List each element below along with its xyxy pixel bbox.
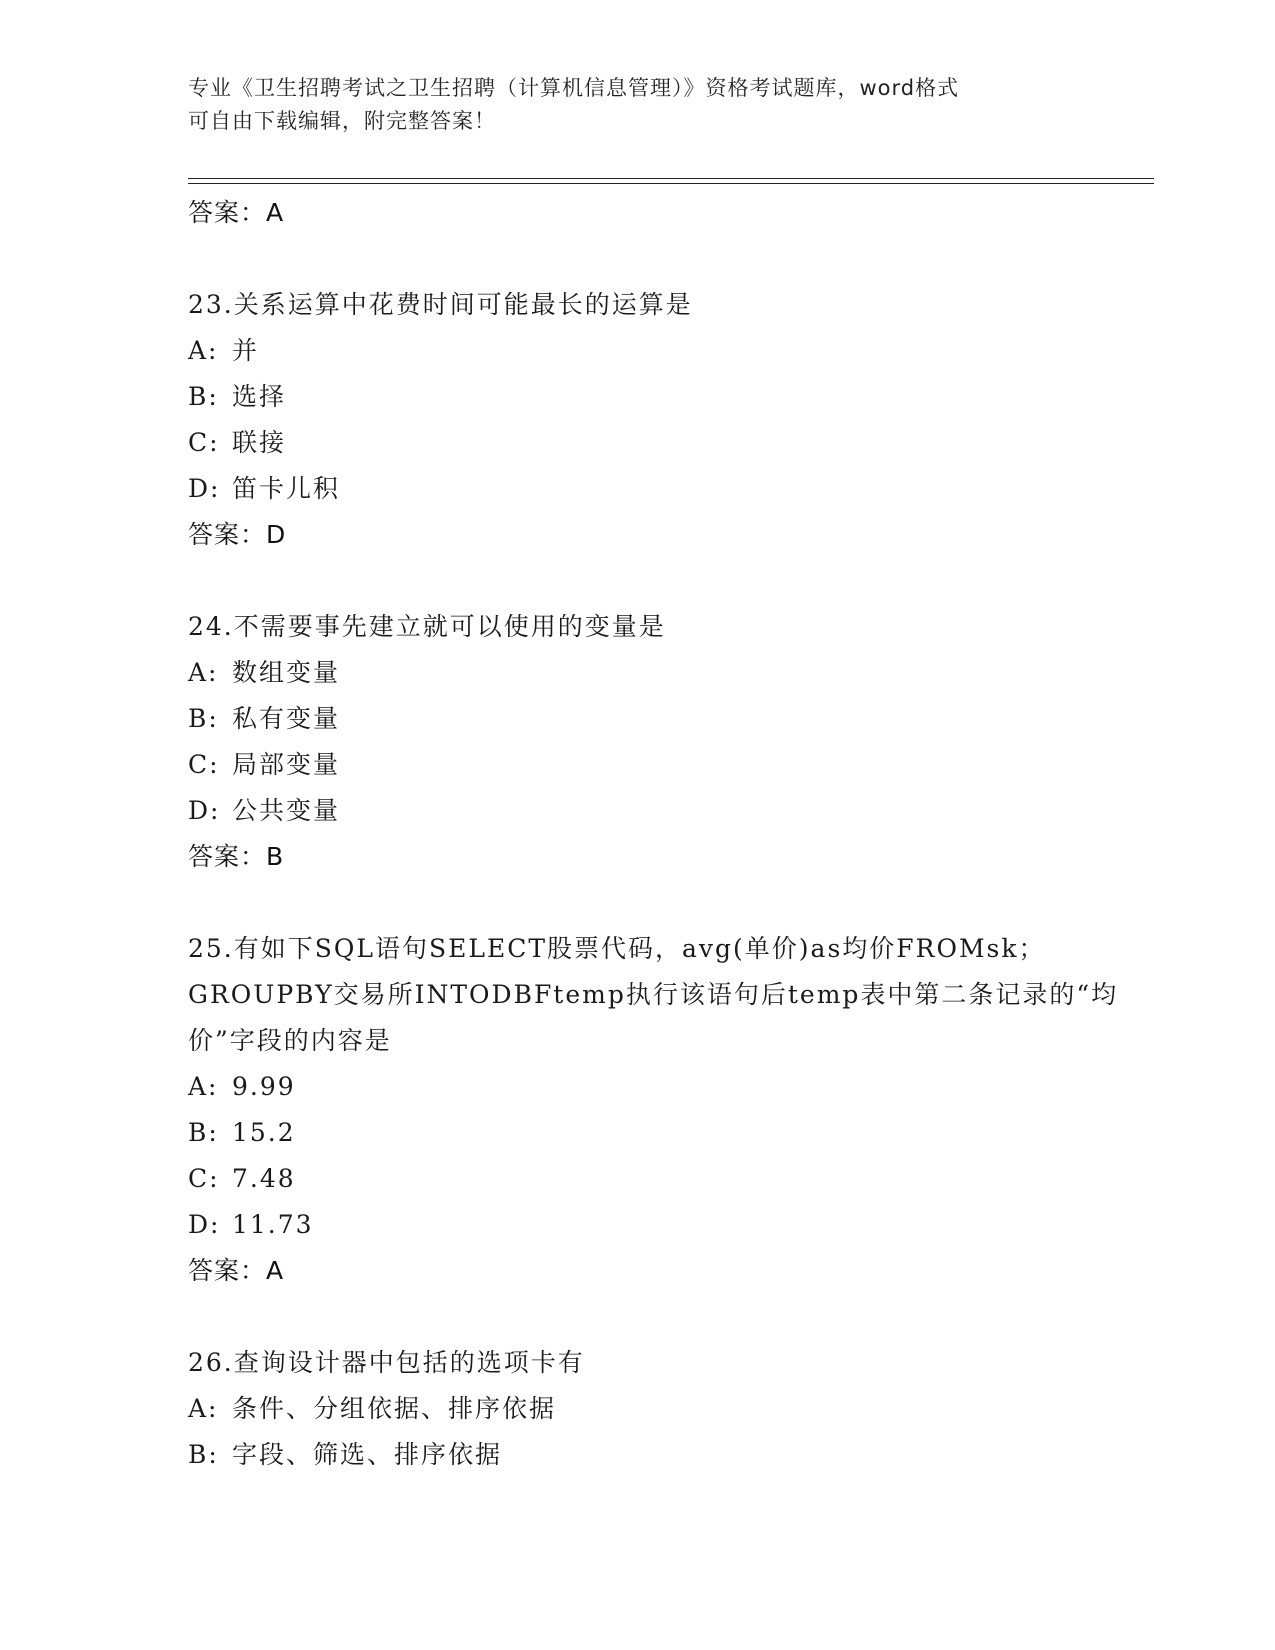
option-label: A: xyxy=(188,1394,219,1423)
option-a xyxy=(188,1064,1148,1110)
header-rule-top xyxy=(188,178,1154,179)
question-text: 26.查询设计器中包括的选项卡有 xyxy=(188,1348,585,1377)
answer-line: 答案：D xyxy=(188,520,287,549)
option-label: D: xyxy=(188,474,221,503)
option-label: B: xyxy=(188,1118,219,1147)
option-text: 条件、分组依据、排序依据 xyxy=(232,1394,557,1423)
header-rule-bottom xyxy=(188,183,1154,184)
option-b xyxy=(188,1432,1148,1478)
question-block xyxy=(188,604,1148,880)
option-a xyxy=(188,328,1148,374)
option-text: 局部变量 xyxy=(232,750,341,779)
option-label: B: xyxy=(188,704,219,733)
option-label: C: xyxy=(188,1164,220,1193)
option-text: 9.99 xyxy=(232,1072,296,1101)
option-c xyxy=(188,1156,1148,1202)
option-text: 私有变量 xyxy=(232,704,341,733)
option-label: D: xyxy=(188,1210,221,1239)
option-text: 选择 xyxy=(232,382,287,411)
option-text: 公共变量 xyxy=(232,796,341,825)
option-text: 7.48 xyxy=(232,1164,296,1193)
option-label: C: xyxy=(188,750,220,779)
question-text: 24.不需要事先建立就可以使用的变量是 xyxy=(188,612,666,641)
header-line-2: 可自由下载编辑，附完整答案！ xyxy=(188,109,496,133)
option-text: 11.73 xyxy=(232,1210,314,1239)
option-text: 15.2 xyxy=(232,1118,296,1147)
answer-line: 答案：B xyxy=(188,842,285,871)
question-text: 23.关系运算中花费时间可能最长的运算是 xyxy=(188,290,693,319)
document-header xyxy=(188,72,1088,138)
option-b xyxy=(188,374,1148,420)
option-d xyxy=(188,466,1148,512)
option-b xyxy=(188,1110,1148,1156)
option-label: A: xyxy=(188,1072,219,1101)
option-a xyxy=(188,650,1148,696)
question-block xyxy=(188,282,1148,558)
option-label: A: xyxy=(188,336,219,365)
option-text: 字段、筛选、排序依据 xyxy=(232,1440,503,1469)
option-label: C: xyxy=(188,428,220,457)
header-line-1: 专业《卫生招聘考试之卫生招聘（计算机信息管理）》资格考试题库，word格式 xyxy=(188,76,960,100)
question-block xyxy=(188,926,1148,1294)
option-label: B: xyxy=(188,382,219,411)
option-a xyxy=(188,1386,1148,1432)
option-d xyxy=(188,1202,1148,1248)
option-text: 并 xyxy=(232,336,260,365)
option-label: D: xyxy=(188,796,221,825)
option-label: A: xyxy=(188,658,219,687)
option-text: 数组变量 xyxy=(232,658,341,687)
option-label: B: xyxy=(188,1440,219,1469)
answer-line: 答案：A xyxy=(188,198,285,227)
question-block xyxy=(188,1340,1148,1478)
option-c xyxy=(188,742,1148,788)
option-c xyxy=(188,420,1148,466)
document-body xyxy=(188,190,1148,1478)
answer-line: 答案：A xyxy=(188,1256,285,1285)
option-b xyxy=(188,696,1148,742)
option-text: 联接 xyxy=(232,428,287,457)
question-text: 25.有如下SQL语句SELECT股票代码，avg(单价)as均价FROMsk；GROUPBY交易所INTODBFtemp执行该语句后temp表中第二条记录的“均价”字段的内容是 xyxy=(188,934,1119,1055)
option-d xyxy=(188,788,1148,834)
option-text: 笛卡儿积 xyxy=(232,474,341,503)
